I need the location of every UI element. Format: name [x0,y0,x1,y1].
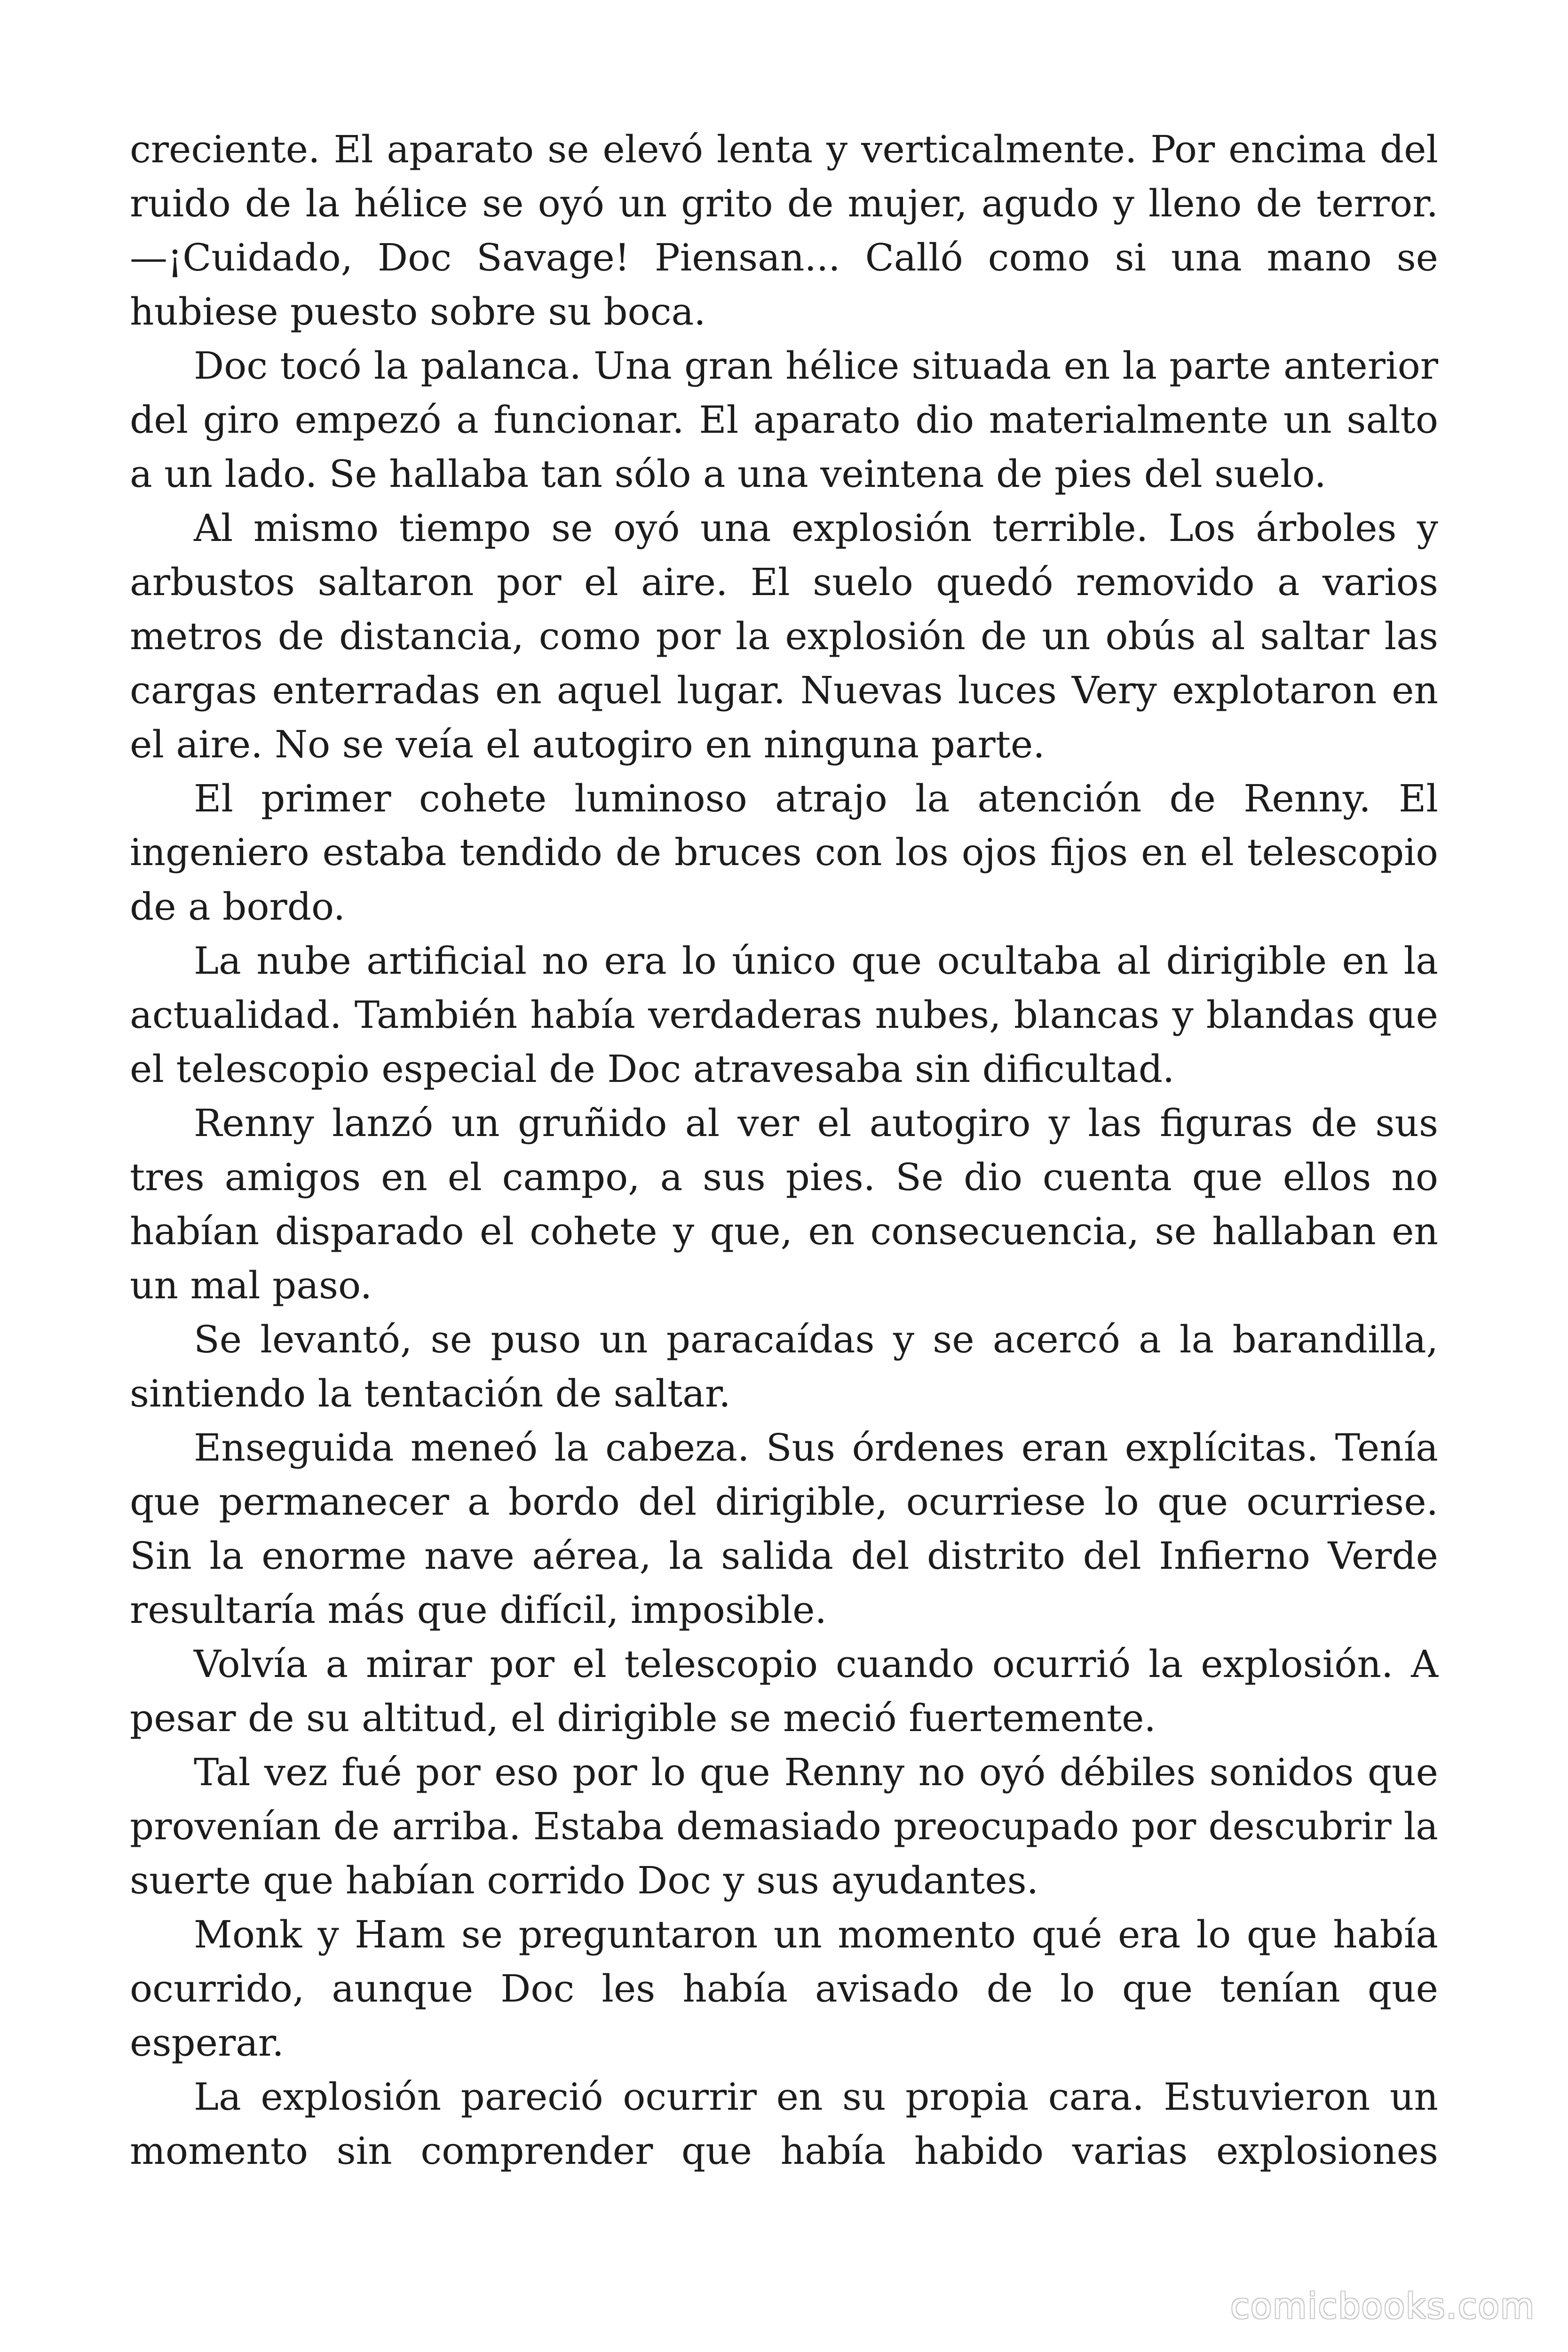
paragraph [130,1312,1438,1421]
text-line: habían disparado el cohete y que, en consecuencia, se hallaban en [130,1209,1438,1253]
text-line: ruido de la hélice se oyó un grito de mujer, agudo y lleno de terror. [130,182,1438,225]
text-line: tres amigos en el campo, a sus pies. Se dio cuenta que ellos no [130,1155,1438,1199]
paragraph [130,1745,1438,1907]
paragraph [130,122,1438,339]
text-line: cargas enterradas en aquel lugar. Nuevas luces Very explotaron en [130,668,1438,712]
paragraph [130,1637,1438,1745]
text-line: a un lado. Se hallaba tan sólo a una veintena de pies del suelo. [130,452,1326,496]
text-line: ingeniero estaba tendido de bruces con los ojos fijos en el telescopio [130,831,1438,874]
text-line: suerte que habían corrido Doc y sus ayudantes. [130,1859,1039,1902]
text-line: La explosión pareció ocurrir en su propia cara. Estuvieron un [194,2075,1438,2119]
text-line: el aire. No se veía el autogiro en ninguna parte. [130,723,1045,766]
text-line: metros de distancia, como por la explosión de un obús al saltar las [130,614,1438,658]
watermark-logo: comicbooks.com [1230,2286,1535,2327]
text-line: Volvía a mirar por el telescopio cuando ocurrió la explosión. A [194,1642,1438,1686]
text-line: que permanecer a bordo del dirigible, ocurriese lo que ocurriese. [130,1480,1438,1524]
paragraph [130,771,1438,934]
text-line: Enseguida meneó la cabeza. Sus órdenes eran explícitas. Tenía [194,1426,1438,1470]
paragraph [130,934,1438,1096]
text-line: el telescopio especial de Doc atravesaba sin dificultad. [130,1047,1175,1091]
text-line: Se levantó, se puso un paracaídas y se acercó a la barandilla, [194,1318,1438,1361]
text-line: creciente. El aparato se elevó lenta y verticalmente. Por encima del [130,127,1438,171]
text-line: Tal vez fué por eso por lo que Renny no oyó débiles sonidos que [194,1750,1438,1794]
text-line: Monk y Ham se preguntaron un momento qué era lo que había [194,1913,1438,1956]
paragraph [130,501,1438,771]
paragraph [130,2070,1438,2178]
text-line: Al mismo tiempo se oyó una explosión terrible. Los árboles y [194,506,1438,550]
paragraph [130,1096,1438,1312]
paragraph [130,1421,1438,1637]
text-line: de a bordo. [130,885,346,929]
text-line: Renny lanzó un gruñido al ver el autogiro y las figuras de sus [194,1101,1438,1145]
text-line: ocurrido, aunque Doc les había avisado de lo que tenían que [130,1967,1438,2010]
text-line: La nube artificial no era lo único que ocultaba al dirigible en la [194,939,1438,983]
text-line: —¡Cuidado, Doc Savage! Piensan... Calló como si una mano se [130,236,1438,279]
page-body [130,122,1438,2178]
text-line: del giro empezó a funcionar. El aparato dio materialmente un salto [130,398,1438,442]
paragraph [130,339,1438,501]
text-line: Doc tocó la palanca. Una gran hélice situada en la parte anterior [194,344,1438,388]
text-line: hubiese puesto sobre su boca. [130,290,706,334]
text-line: momento sin comprender que había habido varias explosiones [130,2129,1438,2173]
text-line: resultaría más que difícil, imposible. [130,1588,827,1632]
text-line: esperar. [130,2021,284,2065]
text-line: provenían de arriba. Estaba demasiado preocupado por descubrir la [130,1804,1438,1848]
paragraph [130,1907,1438,2070]
text-line: pesar de su altitud, el dirigible se meció fuertemente. [130,1696,1156,1740]
text-line: Sin la enorme nave aérea, la salida del distrito del Infierno Verde [130,1534,1438,1578]
text-line: un mal paso. [130,1263,372,1307]
text-line: arbustos saltaron por el aire. El suelo quedó removido a varios [130,560,1438,604]
text-line: actualidad. También había verdaderas nubes, blancas y blandas que [130,993,1438,1037]
text-line: sintiendo la tentación de saltar. [130,1372,731,1415]
text-flow [130,122,1438,2178]
text-line: El primer cohete luminoso atrajo la atención de Renny. El [194,777,1438,820]
